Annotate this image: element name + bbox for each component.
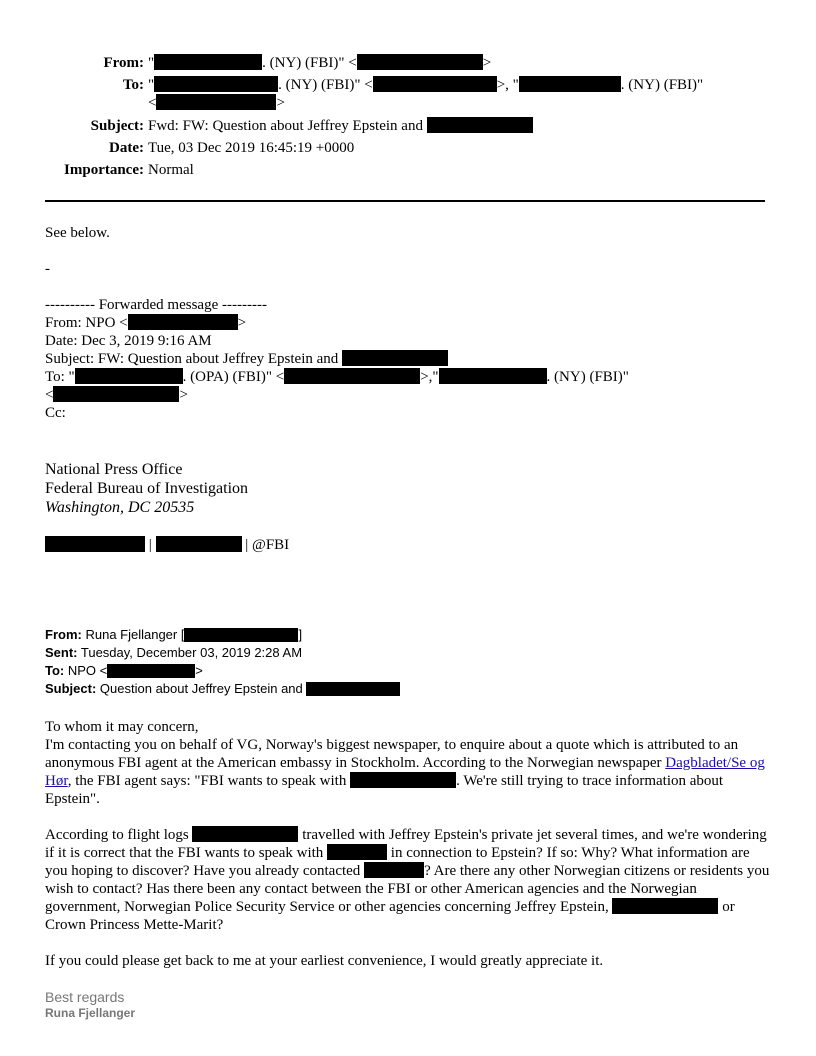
orig-to-value: NPO <: [67, 663, 108, 678]
redaction-box: [156, 536, 242, 552]
header-subject-row: [0, 117, 760, 135]
to-text: >: [276, 95, 285, 111]
fwd-to-text: >,": [420, 369, 439, 385]
fwd-from-text: From: NPO <: [45, 315, 128, 331]
redaction-box: [373, 76, 497, 92]
redaction-box: [128, 314, 238, 330]
to-text: >, ": [496, 77, 519, 93]
orig-from-value: Runa Fjellanger [: [85, 627, 185, 642]
to-text: ": [148, 77, 155, 93]
sig-office: National Press Office: [45, 461, 183, 478]
redaction-box: [45, 536, 145, 552]
original-header: [45, 626, 775, 698]
importance-label: Importance:: [64, 162, 144, 178]
sig-address: Washington, DC 20535: [45, 499, 195, 516]
redaction-box: [357, 54, 483, 70]
fwd-to-line: [45, 368, 775, 386]
header-date-row: [0, 139, 760, 157]
redaction-box: [156, 94, 276, 110]
p2-text: travelled with Jeffrey Epstein's private jet several times, and we're wondering if it is correct that the FBI wants to speak with: [45, 827, 767, 861]
orig-sent-line: [45, 644, 775, 662]
date-label: Date:: [109, 140, 144, 156]
redaction-box: [306, 682, 400, 696]
dagbladet-link[interactable]: Dagbladet/Se og Hør: [45, 755, 765, 789]
from-text: >: [482, 55, 492, 71]
redaction-box: [154, 54, 262, 70]
redaction-box: [184, 628, 298, 642]
redaction-box: [350, 772, 456, 788]
sig-bureau: Federal Bureau of Investigation: [45, 480, 249, 497]
redaction-box: [192, 826, 298, 842]
redaction-box: [107, 664, 195, 678]
fwd-date-line: Date: Dec 3, 2019 9:16 AM: [45, 333, 212, 349]
closing-name: Runa Fjellanger: [45, 1006, 136, 1020]
fwd-subject-line: [45, 350, 775, 368]
redaction-box: [612, 898, 718, 914]
fwd-from-text: >: [237, 315, 247, 331]
dash-text: -: [45, 261, 50, 277]
redaction-box: [75, 368, 183, 384]
paragraph-2: [45, 826, 775, 934]
orig-sent-value: Tuesday, December 03, 2019 2:28 AM: [80, 645, 303, 660]
fwd-cc-line: Cc:: [45, 405, 66, 421]
sig-contact-line: [45, 536, 775, 554]
subject-value: Fwd: FW: Question about Jeffrey Epstein and: [148, 118, 423, 134]
p1-text: . We're still trying to trace information about Epstein".: [45, 773, 724, 807]
from-text: ": [148, 55, 155, 71]
orig-subject-value: Question about Jeffrey Epstein and: [99, 681, 303, 696]
header-to-row-cont: [148, 94, 816, 112]
from-text: . (NY) (FBI)" <: [262, 55, 357, 71]
orig-subject-label: Subject:: [45, 681, 97, 696]
redaction-box: [53, 386, 179, 402]
fwd-from-line: [45, 314, 775, 332]
paragraph-3: If you could please get back to me at your earliest convenience, I would greatly appreciate it.: [45, 953, 604, 969]
fwd-to-text: . (OPA) (FBI)" <: [182, 369, 285, 385]
fwd-subject-text: Subject: FW: Question about Jeffrey Epstein and: [45, 351, 339, 367]
from-label: From:: [103, 55, 144, 71]
closing-text: Best regards: [45, 989, 125, 1005]
orig-from-value: ]: [298, 627, 303, 642]
orig-sent-label: Sent:: [45, 645, 78, 660]
intro-text: See below.: [45, 225, 110, 241]
header-divider: [45, 200, 765, 202]
date-value: Tue, 03 Dec 2019 16:45:19 +0000: [148, 140, 355, 156]
redaction-box: [154, 76, 278, 92]
sig-separator: |: [148, 537, 152, 553]
header-to-row: [0, 76, 760, 94]
subject-label: Subject:: [90, 118, 144, 134]
fwd-to-text: . (NY) (FBI)": [546, 369, 629, 385]
orig-to-line: [45, 662, 775, 680]
fwd-to-text: To: ": [45, 369, 75, 385]
fwd-to-text: <: [45, 387, 54, 403]
to-text: . (NY) (FBI)": [620, 77, 704, 93]
orig-from-line: [45, 626, 775, 644]
paragraph-1: [45, 736, 775, 808]
orig-from-label: From:: [45, 627, 82, 642]
importance-value: Normal: [148, 162, 194, 178]
header-importance-row: [0, 161, 760, 179]
fwd-to-text: >: [179, 387, 188, 403]
orig-to-label: To:: [45, 663, 65, 678]
p2-text: According to flight logs: [45, 827, 189, 843]
p1-text: , the FBI agent says: "FBI wants to speak with: [67, 773, 347, 789]
redaction-box: [439, 368, 547, 384]
to-text: . (NY) (FBI)" <: [278, 77, 373, 93]
orig-subject-line: [45, 680, 775, 698]
fwd-to-line-cont: [45, 386, 775, 404]
redaction-box: [284, 368, 420, 384]
redaction-box: [427, 117, 533, 133]
signature-block: [45, 460, 775, 517]
redaction-box: [364, 862, 424, 878]
header-from-row: [0, 54, 760, 72]
forwarded-block: [45, 296, 775, 422]
greeting-text: To whom it may concern,: [45, 719, 199, 735]
p2-text: in connection to Epstein? If so: Why? What information are you hoping to discover? Have you already contacted: [45, 845, 750, 879]
to-label: To:: [122, 77, 144, 93]
redaction-box: [519, 76, 621, 92]
p1-text: I'm contacting you on behalf of VG, Norway's biggest newspaper, to enquire about a quote which is attributed to an anonymous FBI agent at the American embassy in Stockholm. According to the Norwegian newspaper: [45, 737, 739, 771]
forwarded-marker: ---------- Forwarded message ---------: [45, 297, 267, 313]
p2-text: ? Are there any other Norwegian citizens or residents you wish to contact? Has there been any contact between the FBI or other American agencies and the Norwegian government, Norwegian Police Security Service or other agencies concerning Jeffrey Epstein,: [45, 863, 770, 915]
to-text: <: [148, 95, 157, 111]
sig-handle: | @FBI: [245, 537, 290, 553]
redaction-box: [327, 844, 387, 860]
p2-text: or Crown Princess Mette-Marit?: [45, 899, 735, 933]
orig-to-value: >: [195, 663, 203, 678]
redaction-box: [342, 350, 448, 366]
